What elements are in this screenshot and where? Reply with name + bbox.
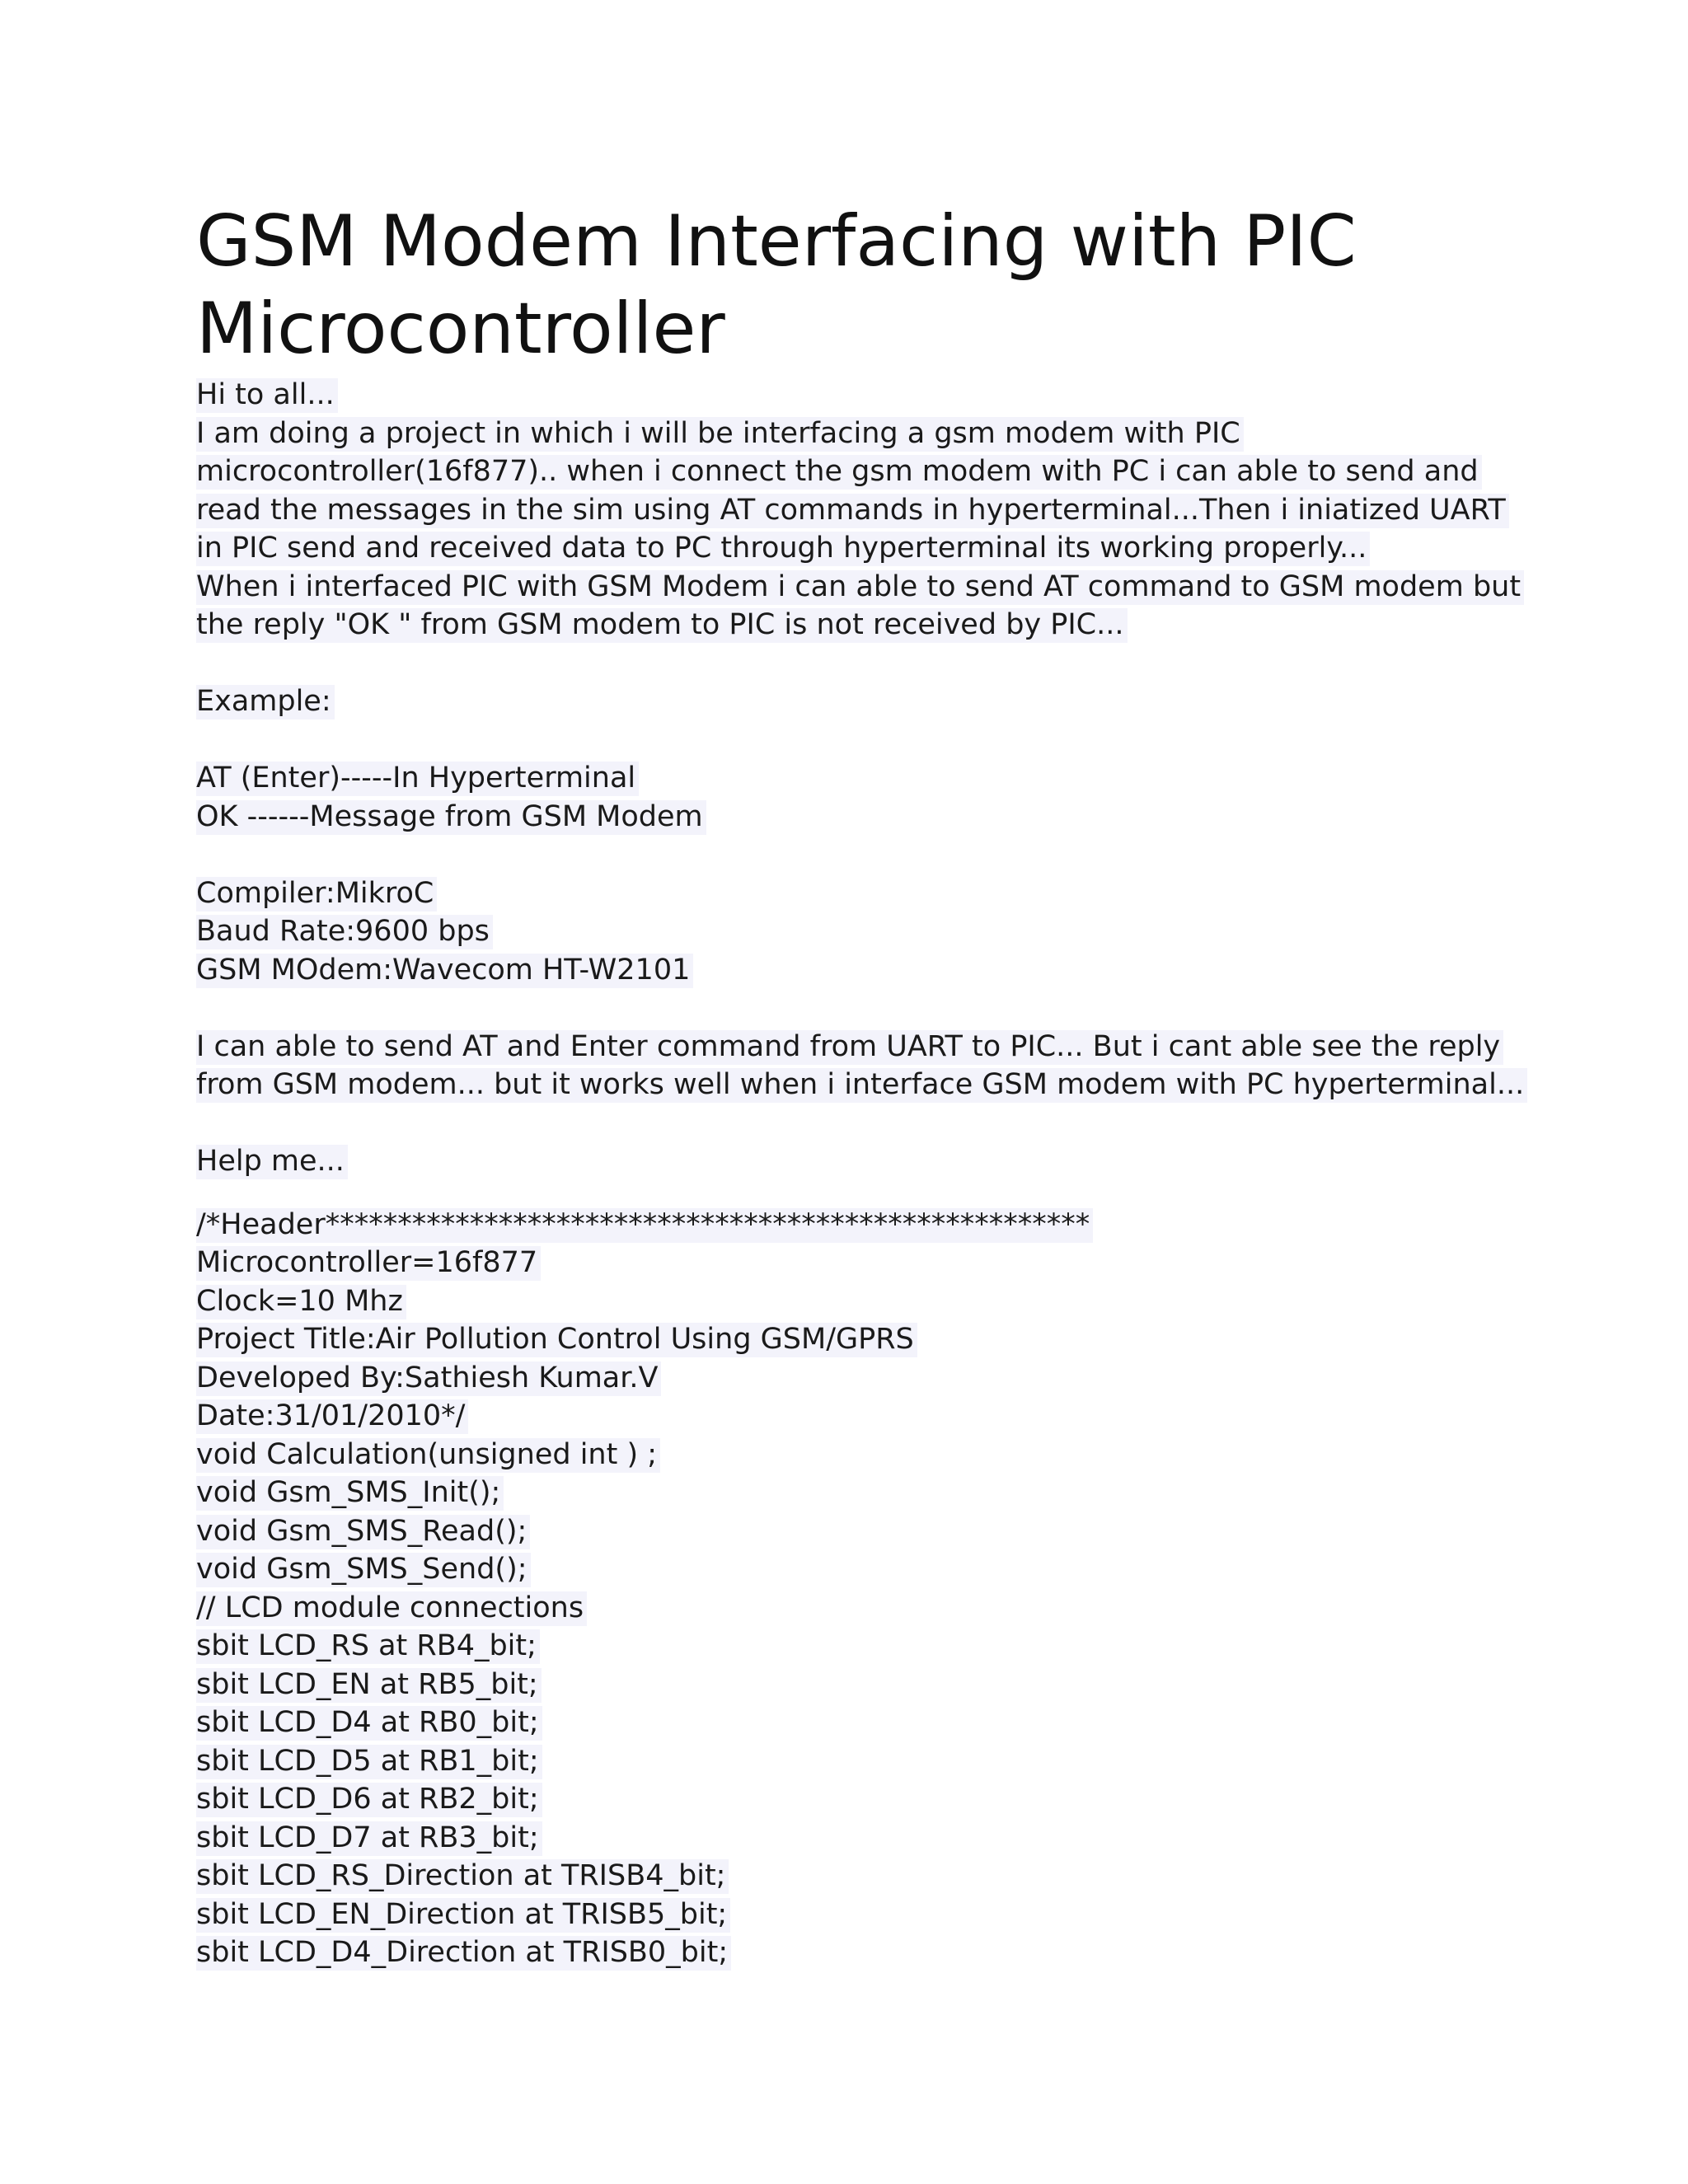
code-line: sbit LCD_D4_Direction at TRISB0_bit; — [196, 1933, 1515, 1972]
title-line-2: Microcontroller — [196, 288, 725, 370]
example-line: AT (Enter)-----In Hyperterminal — [196, 759, 1515, 798]
document-page — [196, 198, 1525, 1972]
spacer — [196, 1181, 1515, 1206]
intro-line: microcontroller(16f877).. when i connect the gsm modem with PC i can able to send and — [196, 452, 1515, 491]
code-line: // LCD module connections — [196, 1589, 1515, 1628]
code-line: sbit LCD_D6 at RB2_bit; — [196, 1780, 1515, 1819]
example-line: OK ------Message from GSM Modem — [196, 798, 1515, 837]
help-line: Help me... — [196, 1142, 1515, 1181]
spacer — [196, 989, 1515, 1028]
code-line: Microcontroller=16f877 — [196, 1244, 1515, 1282]
intro-line: Hi to all... — [196, 376, 1515, 415]
problem-line: I can able to send AT and Enter command from UART to PIC... But i cant able see the reply — [196, 1028, 1515, 1066]
intro-line: I am doing a project in which i will be interfacing a gsm modem with PIC — [196, 415, 1515, 453]
config-line: GSM MOdem:Wavecom HT-W2101 — [196, 951, 1515, 990]
code-line: Clock=10 Mhz — [196, 1282, 1515, 1321]
intro-line: the reply "OK " from GSM modem to PIC is not received by PIC... — [196, 606, 1515, 644]
code-line: void Calculation(unsigned int ) ; — [196, 1436, 1515, 1474]
code-block — [196, 1206, 1515, 1972]
code-line: sbit LCD_D7 at RB3_bit; — [196, 1819, 1515, 1858]
code-line: void Gsm_SMS_Read(); — [196, 1512, 1515, 1551]
spacer — [196, 836, 1515, 874]
intro-line: When i interfaced PIC with GSM Modem i can able to send AT command to GSM modem but — [196, 568, 1515, 607]
code-line: sbit LCD_D4 at RB0_bit; — [196, 1704, 1515, 1742]
example-label: Example: — [196, 682, 1515, 721]
page-title — [196, 198, 1515, 373]
intro-line: read the messages in the sim using AT commands in hyperterminal...Then i iniatized UART — [196, 491, 1515, 530]
code-line: Project Title:Air Pollution Control Using GSM/GPRS — [196, 1320, 1515, 1359]
title-line-1: GSM Modem Interfacing with PIC — [196, 200, 1357, 283]
problem-line: from GSM modem... but it works well when i interface GSM modem with PC hyperterminal... — [196, 1066, 1515, 1104]
spacer — [196, 1104, 1515, 1143]
code-line: sbit LCD_D5 at RB1_bit; — [196, 1742, 1515, 1781]
config-line: Compiler:MikroC — [196, 874, 1515, 913]
code-line: sbit LCD_EN at RB5_bit; — [196, 1666, 1515, 1704]
spacer — [196, 644, 1515, 683]
intro-line: in PIC send and received data to PC through hyperterminal its working properly... — [196, 529, 1515, 568]
spacer — [196, 721, 1515, 760]
code-line: sbit LCD_RS_Direction at TRISB4_bit; — [196, 1857, 1515, 1896]
post-body — [196, 376, 1525, 1972]
code-line: sbit LCD_RS at RB4_bit; — [196, 1627, 1515, 1666]
code-line: Developed By:Sathiesh Kumar.V — [196, 1359, 1515, 1398]
code-line: /*Header***************************************************** — [196, 1206, 1515, 1244]
code-line: void Gsm_SMS_Send(); — [196, 1550, 1515, 1589]
code-line: Date:31/01/2010*/ — [196, 1397, 1515, 1436]
config-line: Baud Rate:9600 bps — [196, 912, 1515, 951]
code-line: sbit LCD_EN_Direction at TRISB5_bit; — [196, 1896, 1515, 1934]
code-line: void Gsm_SMS_Init(); — [196, 1474, 1515, 1512]
